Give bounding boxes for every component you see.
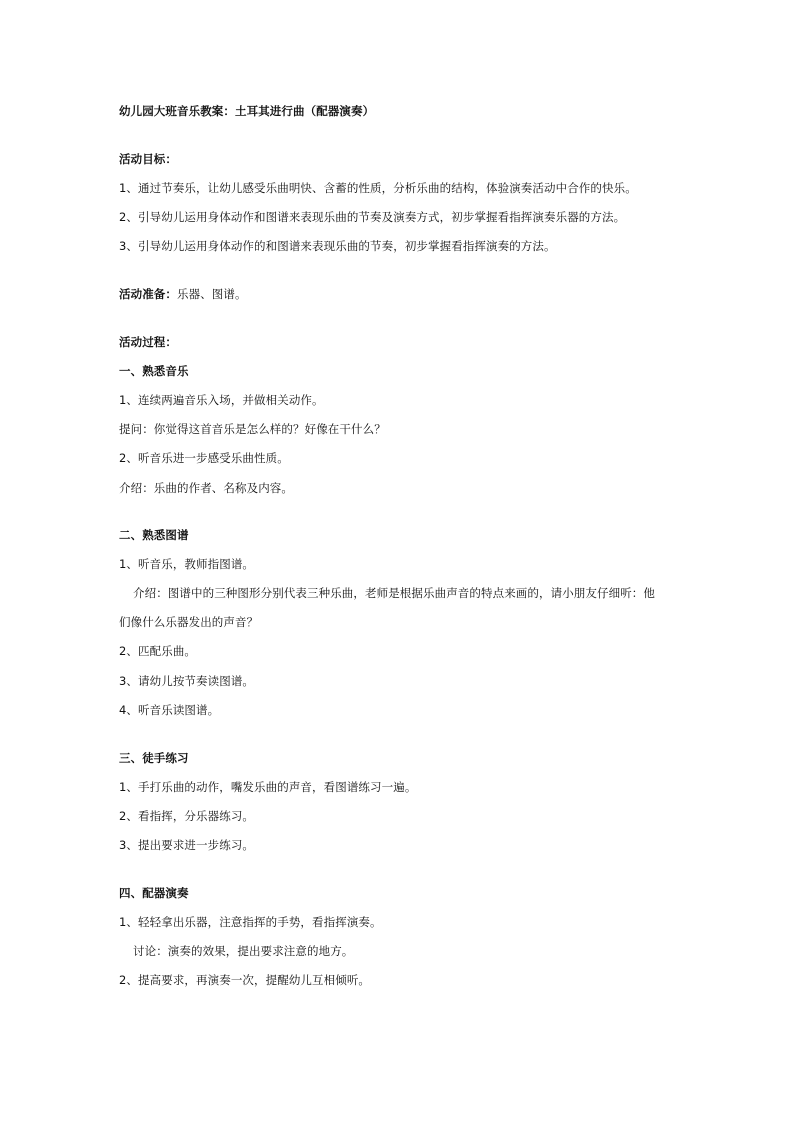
process-heading: 活动过程： <box>119 335 177 349</box>
section-line: 介绍：乐曲的作者、名称及内容。 <box>119 481 293 495</box>
section-heading: 三、徒手练习 <box>119 751 189 765</box>
goal-item: 1、通过节奏乐，让幼儿感受乐曲明快、含蓄的性质，分析乐曲的结构，体验演奏活动中合作的快乐。 <box>119 181 637 195</box>
section-heading: 四、配器演奏 <box>119 886 189 900</box>
section-line: 2、看指挥，分乐器练习。 <box>119 809 255 823</box>
section-line: 1、连续两遍音乐入场，并做相关动作。 <box>119 393 324 407</box>
section-line: 讨论：演奏的效果，提出要求注意的地方。 <box>133 944 354 958</box>
prep-line <box>119 286 247 302</box>
section-line: 3、请幼儿按节奏读图谱。 <box>119 674 255 688</box>
goal-item: 3、引导幼儿运用身体动作的和图谱来表现乐曲的节奏，初步掌握看指挥演奏的方法。 <box>119 239 556 253</box>
section-line: 2、提高要求，再演奏一次，提醒幼儿互相倾听。 <box>119 973 371 987</box>
section-line: 2、听音乐进一步感受乐曲性质。 <box>119 451 289 465</box>
section-line: 提问：你觉得这首音乐是怎么样的？好像在干什么？ <box>119 422 386 436</box>
section-line: 们像什么乐器发出的声音？ <box>119 615 259 629</box>
goals-heading: 活动目标： <box>119 152 177 166</box>
section-line: 1、轻轻拿出乐器，注意指挥的手势，看指挥演奏。 <box>119 915 382 929</box>
goal-item: 2、引导幼儿运用身体动作和图谱来表现乐曲的节奏及演奏方式，初步掌握看指挥演奏乐器的方法。 <box>119 210 626 224</box>
section-line: 3、提出要求进一步练习。 <box>119 838 255 852</box>
section-line: 1、手打乐曲的动作，嘴发乐曲的声音，看图谱练习一遍。 <box>119 780 417 794</box>
section-line: 介绍：图谱中的三种图形分别代表三种乐曲，老师是根据乐曲声音的特点来画的，请小朋友仔细听：他 <box>133 586 655 600</box>
section-line: 2、匹配乐曲。 <box>119 644 197 658</box>
section-heading: 一、熟悉音乐 <box>119 364 189 378</box>
prep-heading: 活动准备： <box>119 287 177 301</box>
section-line: 4、听音乐读图谱。 <box>119 703 220 717</box>
section-line: 1、听音乐，教师指图谱。 <box>119 557 255 571</box>
section-heading: 二、熟悉图谱 <box>119 528 189 542</box>
document-title: 幼儿园大班音乐教案：土耳其进行曲（配器演奏） <box>119 104 375 118</box>
prep-text: 乐器、图谱。 <box>177 287 247 301</box>
